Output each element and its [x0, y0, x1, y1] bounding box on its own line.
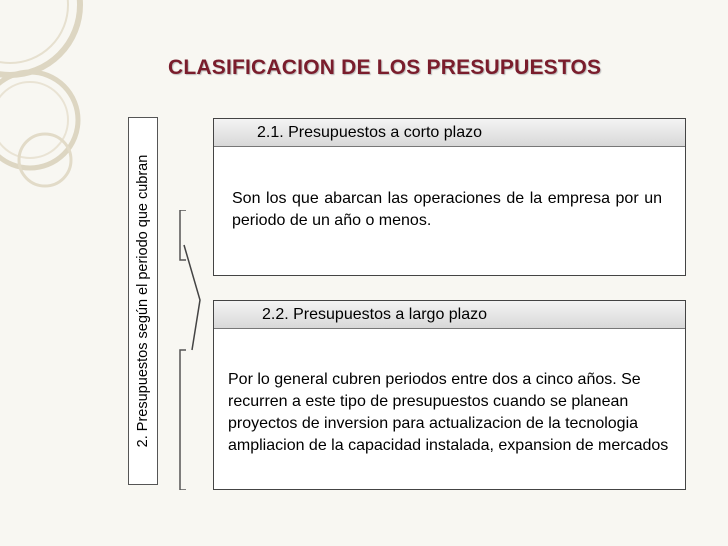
long-term-budget-heading: 2.2. Presupuestos a largo plazo — [214, 301, 685, 329]
page-title: CLASIFICACION DE LOS PRESUPUESTOS — [168, 56, 602, 79]
category-side-label: 2. Presupuestos según el periodo que cubran — [135, 154, 151, 448]
description-line: ampliacion de la capacidad instalada, expansion de mercados — [228, 437, 669, 454]
category-side-label-box — [128, 117, 158, 485]
short-term-budget-heading: 2.1. Presupuestos a corto plazo — [214, 119, 685, 147]
description-line: proyectos de inversion para actualizacion de la tecnologia — [228, 415, 639, 432]
short-term-budget-description: Son los que abarcan las operaciones de la empresa por un periodo de un año o menos. — [232, 190, 662, 229]
decorative-circles — [0, 0, 140, 546]
bracket-connector — [170, 210, 210, 490]
description-line: Por lo general cubren periodos entre dos a cinco años. Se — [228, 371, 641, 388]
long-term-budget-description — [228, 369, 728, 457]
description-line: recurren a este tipo de presupuestos cuando se planean — [228, 393, 629, 410]
